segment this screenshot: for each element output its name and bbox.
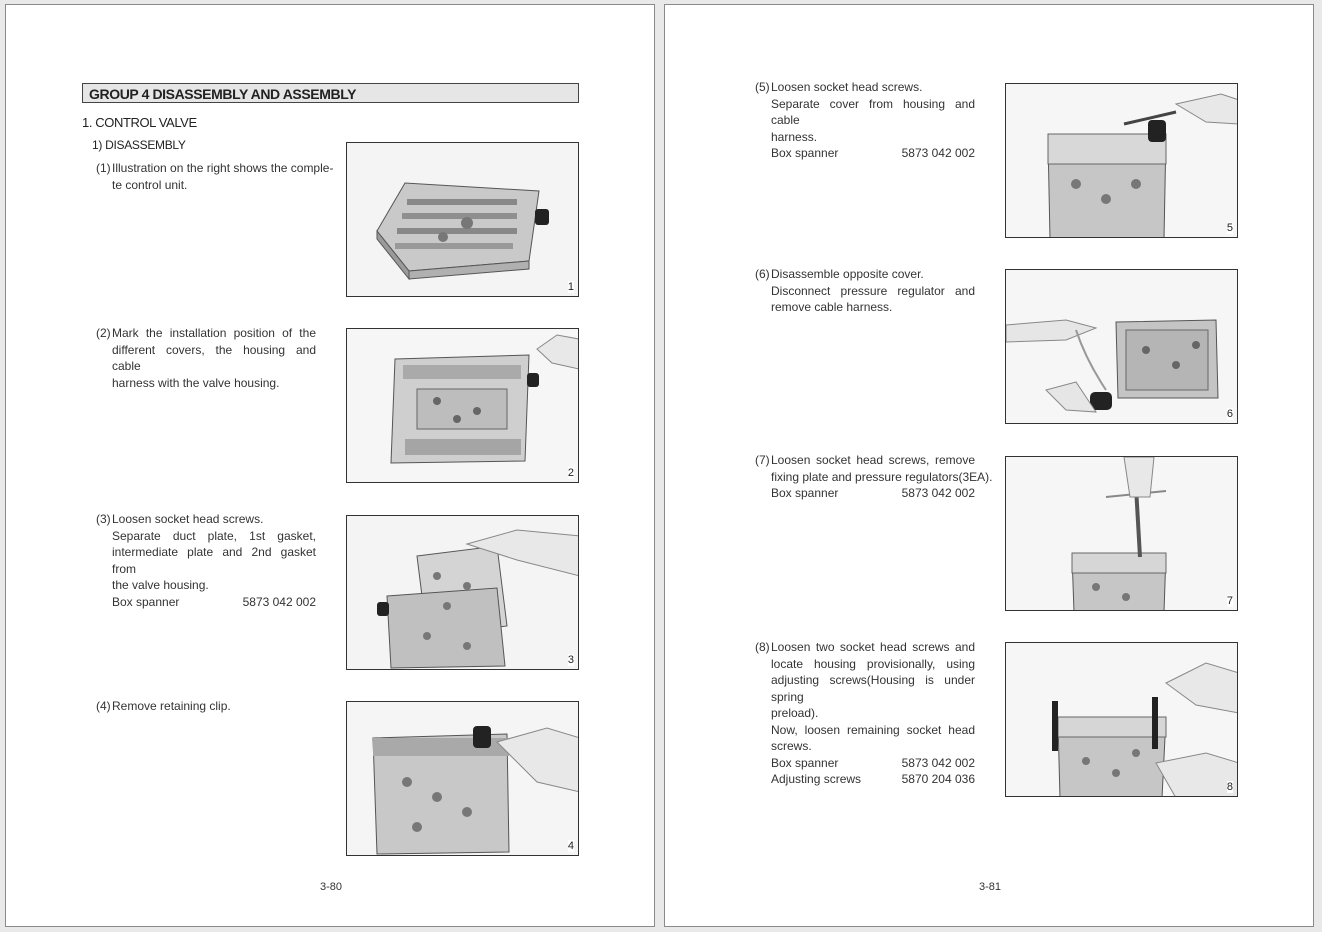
subsection-title: 1) DISASSEMBLY [92,138,186,152]
spec-row [771,771,975,788]
page-number: 3-81 [979,881,1002,893]
step-line: screws. [771,739,812,753]
spec-row [771,485,975,502]
spec-value: 5870 204 036 [901,772,975,786]
step-number: (3) [96,512,111,526]
step-7 [755,452,993,502]
step-line: te control unit. [112,177,188,192]
step-line: harness. [771,129,818,144]
spec-row [112,594,316,611]
figure-5-cover-removal-photo [1005,83,1238,238]
step-number: (2) [96,326,111,340]
figure-number: 4 [567,840,574,852]
step-6 [755,266,975,316]
step-line: locate housing provisionally, using [771,656,975,671]
figure-4-retaining-clip-photo [346,701,579,856]
retaining-clip-illustration [347,702,579,856]
step-line: Loosen two socket head screws and [771,640,975,654]
figure-7-fixing-plate-photo [1005,456,1238,611]
step-line: Mark the installation position of the [112,326,316,340]
spec-value: 5873 042 002 [901,755,975,770]
step-5 [755,79,975,162]
step-8 [755,639,975,788]
figure-number: 6 [1226,408,1233,420]
spec-value: 5873 042 002 [901,146,975,160]
step-line: different covers, the housing and cable [112,342,316,373]
spec-label: Box spanner [112,594,180,609]
figure-number: 7 [1226,595,1233,607]
step-number: (5) [755,80,770,94]
step-line: intermediate plate and 2nd gasket from [112,545,316,576]
step-line: the valve housing. [112,578,209,592]
step-number: (4) [96,699,111,713]
step-line: Separate duct plate, 1st gasket, [112,528,316,543]
step-line: Remove retaining clip. [112,699,231,713]
step-line: Loosen socket head screws. [112,512,264,526]
figure-6-opposite-cover-photo [1005,269,1238,424]
figure-number: 1 [567,281,574,293]
step-line: Illustration on the right shows the comple- [112,161,334,175]
step-4 [96,698,316,715]
figure-1-control-unit-photo [346,142,579,297]
figure-number: 5 [1226,222,1233,234]
spec-label: Adjusting screws [771,772,862,786]
step-2 [96,325,316,391]
step-line: remove cable harness. [771,300,893,314]
adjusting-screws-illustration [1006,643,1238,797]
step-line: Disassemble opposite cover. [771,267,924,281]
step-1 [96,160,334,193]
group-title: GROUP 4 DISASSEMBLY AND ASSEMBLY [82,83,579,103]
spec-value: 5873 042 002 [242,594,316,609]
step-line: fixing plate and pressure regulators(3EA). [771,469,993,484]
figure-number: 2 [567,467,574,479]
step-number: (6) [755,267,770,281]
step-number: (7) [755,453,770,467]
step-3 [96,511,316,610]
figure-2-marking-photo [346,328,579,483]
opposite-cover-illustration [1006,270,1238,424]
step-line: Loosen socket head screws. [771,80,923,94]
cover-removal-illustration [1006,84,1238,238]
step-number: (8) [755,640,770,654]
spec-value: 5873 042 002 [901,486,975,500]
step-line: Disconnect pressure regulator and [771,283,975,298]
step-line: Loosen socket head screws, remove [771,453,975,467]
spec-label: Box spanner [771,486,839,500]
step-line: Now, loosen remaining socket head [771,722,975,737]
figure-8-adjusting-screws-photo [1005,642,1238,797]
figure-3-duct-plate-photo [346,515,579,670]
spec-label: Box spanner [771,755,839,770]
left-page [5,4,655,927]
right-page [664,4,1314,927]
marking-illustration [347,329,579,483]
figure-number: 3 [567,654,574,666]
step-line: Separate cover from housing and cable [771,96,975,127]
spec-row [771,145,975,162]
spec-row [771,755,975,772]
fixing-plate-illustration [1006,457,1238,611]
step-line: harness with the valve housing. [112,375,280,390]
page-number: 3-80 [320,881,343,893]
duct-plate-illustration [347,516,579,670]
control-unit-illustration [347,143,579,297]
step-line: adjusting screws(Housing is under spring [771,673,975,704]
section-title: 1. CONTROL VALVE [82,115,197,130]
step-number: (1) [96,161,111,175]
spec-label: Box spanner [771,146,839,160]
step-line: preload). [771,706,819,720]
figure-number: 8 [1226,781,1233,793]
